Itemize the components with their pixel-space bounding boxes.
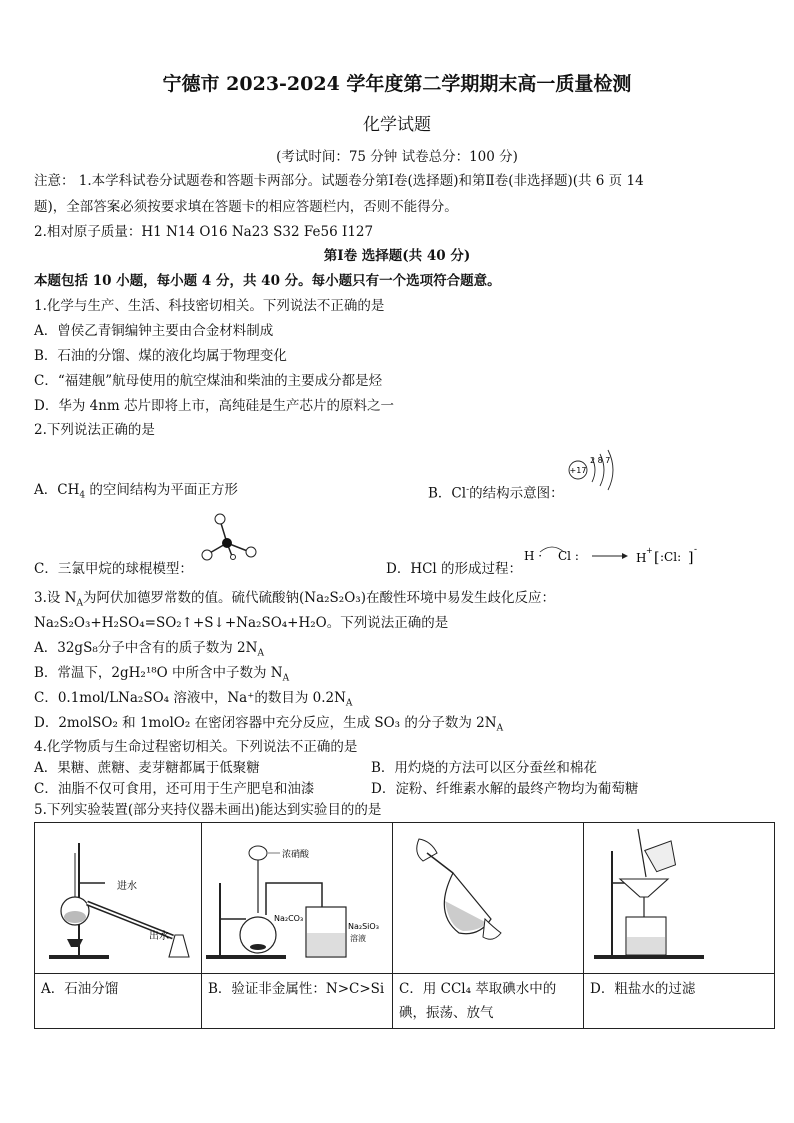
hcl-h-ion: H [636,551,647,565]
q4-stem: 4.化学物质与生命过程密切相关。下列说法不正确的是 [34,739,358,755]
q5-stem: 5.下列实验装置(部分夹持仪器未画出)能达到实验目的的是 [34,802,382,818]
q1-option-b: B．石油的分馏、煤的液化均属于物理变化 [34,348,287,364]
note-line-2: 题)，全部答案必须按要求填在答题卡的相应答题栏内，否则不能得分。 [34,199,458,215]
q5-cell-c-image [393,823,584,974]
q5-option-a: A．石油分馏 [35,974,202,1029]
q4-option-a: A．果糖、蔗糖、麦芽糖都属于低聚糖 [34,760,260,776]
label-water-in: 进水 [117,881,137,892]
hcl-h-atom: H · [524,549,543,563]
separatory-funnel-figure [393,823,583,969]
q3-equation: Na₂S₂O₃+H₂SO₄=SO₂↑+S↓+Na₂SO₄+H₂O。下列说法正确的是 [34,615,449,631]
hcl-h-charge: + [646,546,653,555]
trichloromethane-ball-stick-model [196,510,266,570]
q1-option-d: D．华为 4nm 芯片即将上市，高纯硅是生产芯片的原料之一 [34,398,394,414]
q2-stem: 2.下列说法正确的是 [34,422,155,438]
distillation-apparatus-figure [35,823,201,969]
q5-option-d: D．粗盐水的过滤 [584,974,775,1029]
q3-stem: 3.设 $N_A$为阿伏加德罗常数的值。硫代硫酸钠(Na₂S₂O₃)在酸性环境中易发生歧化反应： [34,590,555,609]
hcl-cl-charge: - [694,545,698,555]
q1-stem: 1.化学与生产、生活、科技密切相关。下列说法不正确的是 [34,298,385,314]
cl-shell-electrons: 2 8 7 [590,456,611,465]
label-solution: 溶液 [350,934,366,943]
note-line-1: 注意： 1.本学科试卷分试题卷和答题卡两部分。试题卷分第Ⅰ卷(选择题)和第Ⅱ卷(非选择题)(共 6 页 14 [34,173,644,189]
nonmetal-comparison-figure [202,823,392,969]
svg-text:[: [ [654,550,660,566]
q2-option-b: B．Cl-的结构示意图： [428,485,564,502]
label-water-out: 出水 [149,931,169,942]
exam-subtitle: 化学试题 [363,115,431,135]
cl-nucleus-label: +17 [569,466,587,475]
cl-ion-structure-diagram [562,448,622,498]
label-conc-nitric-acid: 浓硝酸 [282,850,310,860]
q3-option-b: B．常温下，2gH₂¹⁸O 中所含中子数为 $N_A$ [34,665,290,684]
q5-cell-b-image [202,823,393,974]
section-title: 第Ⅰ卷 选择题(共 40 分) [323,248,471,264]
exam-info: (考试时间：75 分钟 试卷总分：100 分) [276,149,518,165]
q5-option-b: B．验证非金属性：N>C>Si [202,974,393,1029]
q5-option-c: C．用 CCl₄ 萃取碘水中的 碘，振荡、放气 [393,974,584,1029]
q4-option-b: B．用灼烧的方法可以区分蚕丝和棉花 [371,760,597,776]
svg-text:]: ] [688,550,694,566]
hcl-cl-atom: Cl : [558,549,579,563]
label-na2sio3: Na₂SiO₃ [348,922,379,931]
exam-title: 宁德市 2023-2024 学年度第二学期期末高一质量检测 [162,73,632,95]
label-na2co3: Na₂CO₃ [274,914,304,923]
q4-option-c: C．油脂不仅可食用，还可用于生产肥皂和油漆 [34,781,315,797]
q1-option-a: A．曾侯乙青铜编钟主要由合金材料制成 [34,323,274,339]
q2-option-c: C．三氯甲烷的球棍模型： [34,561,193,577]
q3-option-d: D．2molSO₂ 和 1molO₂ 在密闭容器中充分反应，生成 SO₃ 的分子数为 $2N_A$ [34,715,504,734]
q3-option-c: C．0.1mol/LNa₂SO₄ 溶液中，Na⁺的数目为 $0.2N_A$ [34,690,353,709]
section-intro: 本题包括 10 小题，每小题 4 分，共 40 分。每小题只有一个选项符合题意。 [34,273,501,289]
q1-option-c: C．“福建舰”航母使用的航空煤油和柴油的主要成分都是烃 [34,373,383,389]
hcl-formation-diagram [522,540,712,574]
q3-option-a: A．32gS₈分子中含有的质子数为 $2N_A$ [34,640,264,659]
q5-apparatus-table [34,822,775,1029]
hcl-cl-ion: :Cl: [660,550,682,564]
q5-cell-d-image [584,823,775,974]
q2-option-a: A．$CH_4$ 的空间结构为平面正方形 [34,482,238,501]
q2-option-d: D．HCl 的形成过程： [386,561,523,577]
q5-cell-a-image [35,823,202,974]
q4-option-d: D．淀粉、纤维素水解的最终产物均为葡萄糖 [371,781,639,797]
note-line-3: 2.相对原子质量：H1 N14 O16 Na23 S32 Fe56 I127 [34,224,374,240]
filtration-apparatus-figure [584,823,774,969]
